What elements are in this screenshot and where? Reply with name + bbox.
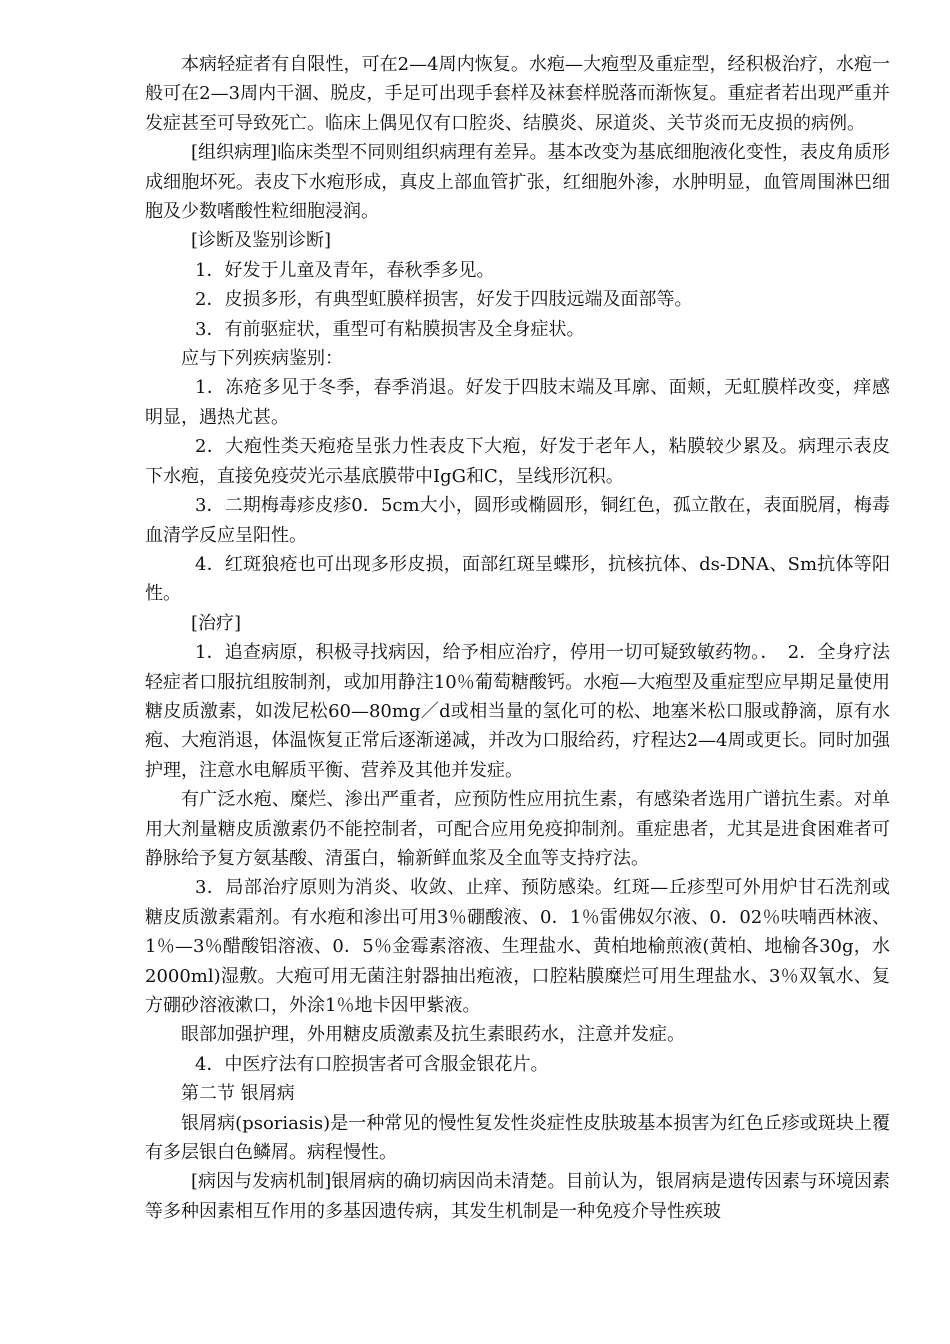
paragraph-differential-1: 1．冻疮多见于冬季，春季消退。好发于四肢末端及耳廓、面颊，无虹膜样改变，痒感明显，遇热尤甚。 [145, 377, 890, 428]
paragraph-prognosis: 本病轻症者有自限性，可在2—4周内恢复。水疱—大疱型及重症型，经积极治疗，水疱一般可在2—3周内干涸、脱皮，手足可出现手套样及袜套样脱落而渐恢复。重症者若出现严重并发症甚至可导致死亡。临床上偶见仅有口腔炎、结膜炎、尿道炎、关节炎而无皮损的病例。 [145, 54, 890, 134]
paragraph-eye-care: 眼部加强护理，外用糖皮质激素及抗生素眼药水，注意并发症。 [181, 1024, 685, 1046]
paragraph-treatment-3: 3．局部治疗原则为消炎、收敛、止痒、预防感染。红斑—丘疹型可外用炉甘石洗剂或糖皮质激素霜剂。有水疱和渗出可用3％硼酸液、0．1％雷佛奴尔液、0．02％呋喃西林液、1％—3％醋酸铝溶液、0．5％金霉素溶液、生理盐水、黄柏地榆煎液(黄柏、地榆各30g，水2000ml)湿敷。大疱可用无菌注射器抽出疱液，口腔粘膜糜烂可用生理盐水、3％双氧水、复方硼砂溶液漱口，外涂1％地卡因甲紫液。 [145, 877, 890, 1016]
paragraph-etiology: [病因与发病机制]银屑病的确切病因尚未清楚。目前认为，银屑病是遗传因素与环境因素等多种因素相互作用的多基因遗传病，其发生机制是一种免疫介导性疾玻 [145, 1171, 890, 1222]
paragraph-diagnosis-1: 1．好发于儿童及青年，春秋季多见。 [195, 259, 495, 281]
paragraph-treatment-heading: [治疗] [191, 612, 242, 634]
paragraph-differential-4: 4．红斑狼疮也可出现多形皮损，面部红斑呈蝶形，抗核抗体、ds-DNA、Sm抗体等阳性。 [145, 553, 890, 605]
paragraph-diagnosis-heading: [诊断及鉴别诊断] [191, 230, 332, 252]
paragraph-diagnosis-3: 3．有前驱症状，重型可有粘膜损害及全身症状。 [195, 318, 585, 340]
paragraph-treatment-severe: 有广泛水疱、糜烂、渗出严重者，应预防性应用抗生素，有感染者选用广谱抗生素。对单用大剂量糖皮质激素仍不能控制者，可配合应用免疫抑制剂。重症患者，尤其是进食困难者可静脉给予复方氨基酸、清蛋白，输新鲜血浆及全血等支持疗法。 [145, 789, 890, 869]
paragraph-histopathology: [组织病理]临床类型不同则组织病理有差异。基本改变为基底细胞液化变性，表皮角质形成细胞坏死。表皮下水疱形成，真皮上部血管扩张，红细胞外渗，水肿明显，血管周围淋巴细胞及少数嗜酸性粒细胞浸润。 [145, 142, 890, 223]
document-body [145, 50, 890, 1226]
paragraph-psoriasis-intro: 银屑病(psoriasis)是一种常见的慢性复发性炎症性皮肤玻基本损害为红色丘疹或斑块上覆有多层银白色鳞屑。病程慢性。 [145, 1112, 890, 1164]
paragraph-section-title: 第二节 银屑病 [181, 1083, 295, 1105]
paragraph-differential-2: 2．大疱性类天疱疮呈张力性表皮下大疱，好发于老年人，粘膜较少累及。病理示表皮下水疱，直接免疫荧光示基底膜带中IgG和C，呈线形沉积。 [145, 436, 890, 487]
paragraph-differential-3: 3．二期梅毒疹皮疹0．5cm大小，圆形或椭圆形，铜红色，孤立散在，表面脱屑，梅毒血清学反应呈阳性。 [145, 495, 890, 546]
paragraph-treatment-4: 4．中医疗法有口腔损害者可含服金银花片。 [195, 1053, 549, 1075]
paragraph-differential-intro: 应与下列疾病鉴别： [181, 348, 343, 370]
paragraph-diagnosis-2: 2．皮损多形，有典型虹膜样损害，好发于四肢远端及面部等。 [195, 289, 693, 311]
paragraph-treatment-1-2: 1．追查病原，积极寻找病因，给予相应治疗，停用一切可疑致敏药物。． 2．全身疗法轻症者口服抗组胺制剂，或加用静注10％葡萄糖酸钙。水疱—大疱型及重症型应早期足量使用糖皮质激素，如泼尼松60—80mg／d或相当量的氢化可的松、地塞米松口服或静滴，原有水疱、大疱消退，体温恢复正常后逐渐递减，并改为口服给药，疗程达2—4周或更长。同时加强护理，注意水电解质平衡、营养及其他并发症。 [145, 642, 890, 781]
